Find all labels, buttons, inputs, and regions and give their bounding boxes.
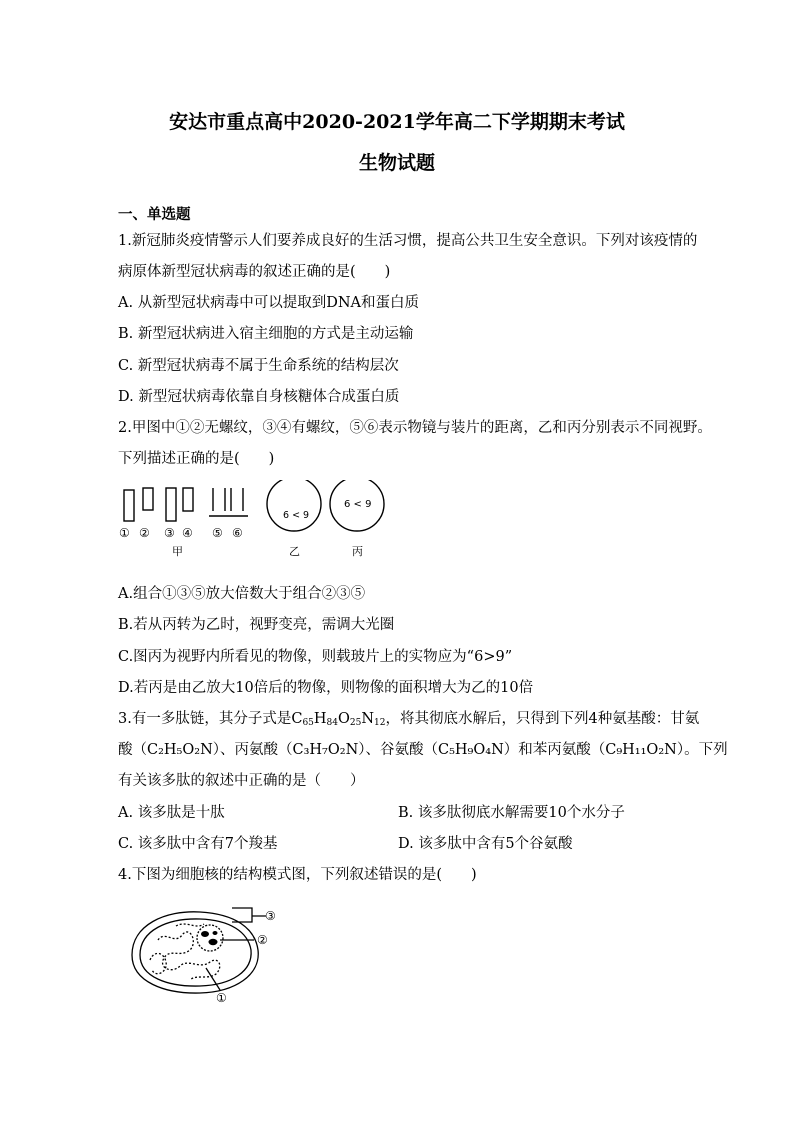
bing-field-text: 6 < 9 [344,499,372,510]
q3-stem-line-1: 3.有一多肽链，其分子式是$C_{65}H_{84}O_{25}N_{12}$，将其彻底水解后，只得到下列4种氨基酸：甘氨 [118,711,700,728]
microscope-figure [115,480,395,565]
q1-stem-line-1: 1.新冠肺炎疫情警示人们要养成良好的生活习惯，提高公共卫生安全意识。下列对该疫情的 [118,233,698,249]
yi-field-text: 6 < 9 [283,510,310,521]
q1-option-a: A. 从新型冠状病毒中可以提取到DNA和蛋白质 [118,295,419,311]
lens-1 [124,490,134,521]
q3-option-d: D. 该多肽中含有5个谷氨酸 [398,836,573,852]
q4-stem: 4.下图为细胞核的结构模式图，下列叙述错误的是( ) [118,867,477,883]
q2-stem-line-1: 2.甲图中①②无螺纹，③④有螺纹，⑤⑥表示物镜与装片的距离，乙和丙分别表示不同视野。 [118,420,712,436]
nucleus-label-3: ③ [265,909,276,923]
exam-subtitle: 生物试题 [358,152,435,174]
q2-option-c: C.图丙为视野内所看见的物像，则载玻片上的实物应为“6>9” [118,649,513,665]
q2-stem-line-2: 下列描述正确的是( ) [118,451,275,467]
q1-stem-line-2: 病原体新型冠状病毒的叙述正确的是( ) [118,264,391,280]
lens-4 [183,488,193,511]
label-yi: 乙 [289,545,300,558]
num-4: ④ [182,526,193,540]
q3-option-b: B. 该多肽彻底水解需要10个水分子 [398,805,625,821]
q1-option-b: B. 新型冠状病进入宿主细胞的方式是主动运输 [118,326,414,342]
num-6: ⑥ [232,526,243,540]
q2-option-d: D.若丙是由乙放大10倍后的物像，则物像的面积增大为乙的10倍 [118,680,534,696]
nucleus-label-1: ① [216,991,227,1005]
num-3: ③ [164,526,175,540]
label-bing: 丙 [352,545,363,558]
q2-option-a: A.组合①③⑤放大倍数大于组合②③⑤ [118,586,366,602]
field-yi [267,480,321,531]
exam-title: 安达市重点高中2020-2021学年高二下学期期末考试 [169,111,625,133]
lens-3 [166,488,176,521]
distance-5 [213,488,225,511]
lens-2 [143,488,153,510]
q3-stem-line-3: 有关该多肽的叙述中正确的是（ ） [118,773,365,789]
q3-stem-line-2: 酸（C₂H₅O₂N）、丙氨酸（C₃H₇O₂N）、谷氨酸（C₅H₉O₄N）和苯丙氨酸（C₉H₁₁O₂N）。下列 [118,742,728,758]
q1-option-c: C. 新型冠状病毒不属于生命系统的结构层次 [118,358,399,374]
q3-option-a: A. 该多肽是十肽 [118,805,225,821]
num-2: ② [139,526,150,540]
label-jia: 甲 [172,545,183,558]
num-5: ⑤ [212,526,223,540]
q1-option-d: D. 新型冠状病毒依靠自身核糖体合成蛋白质 [118,389,400,405]
num-1: ① [119,526,130,540]
q2-option-b: B.若从丙转为乙时，视野变亮，需调大光圈 [118,617,395,633]
distance-6 [231,488,243,511]
nucleus-label-2: ② [257,933,268,947]
nucleus-figure [120,900,290,1005]
section-heading: 一、单选题 [118,206,191,223]
q3-option-c: C. 该多肽中含有7个羧基 [118,836,278,852]
